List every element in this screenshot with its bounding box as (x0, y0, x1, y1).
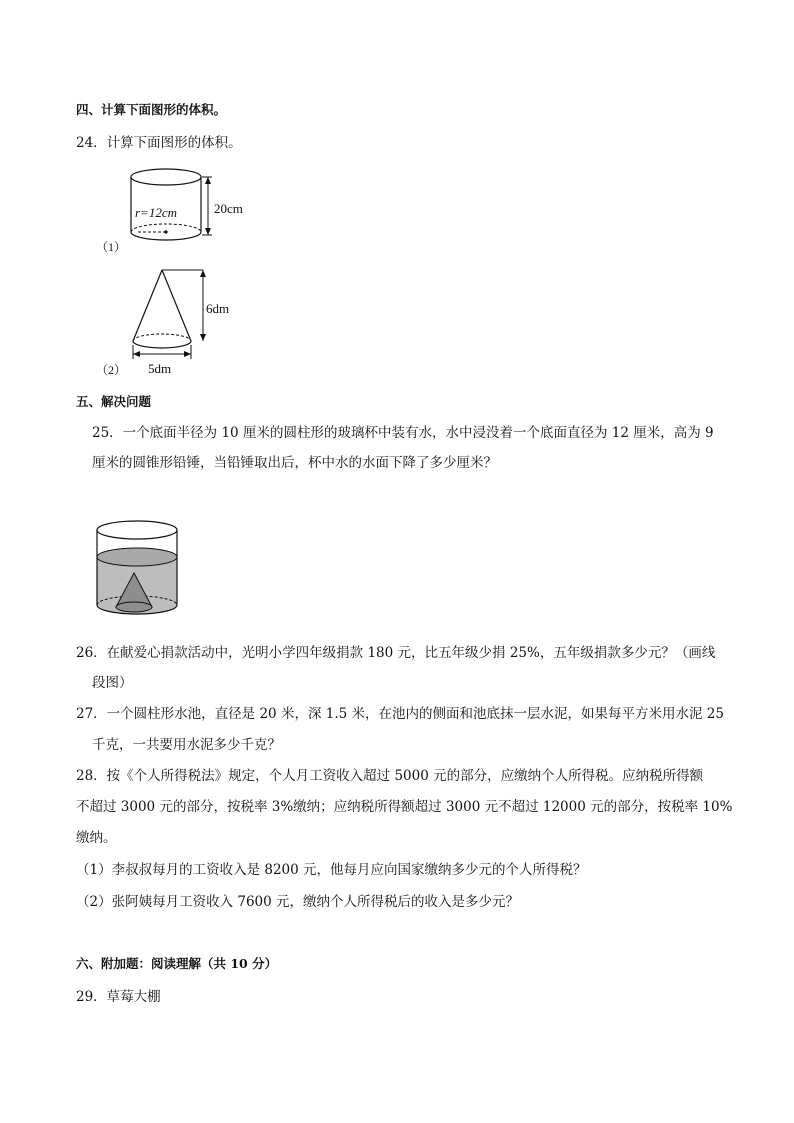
question-28-line-3: 缴纳。 (76, 830, 117, 846)
question-24-text: 24．计算下面图形的体积。 (76, 135, 242, 151)
radius-label: r=12cm (135, 205, 177, 220)
cone-diameter-label: 5dm (148, 361, 172, 376)
question-26-line-2: 段图） (92, 675, 133, 691)
figure-2-label: （2） (96, 363, 127, 377)
question-29-text: 29．草莓大棚 (76, 989, 161, 1005)
question-27-line-2: 千克，一共要用水泥多少千克？ (92, 737, 281, 753)
section-6-heading: 六、附加题：阅读理解（共 10 分） (76, 956, 278, 971)
question-25-line-1: 25．一个底面半径为 10 厘米的圆柱形的玻璃杯中装有水，水中浸没着一个底面直径为 12 厘米，高为 9 (92, 425, 714, 441)
section-4-heading: 四、计算下面图形的体积。 (76, 102, 227, 117)
question-25-line-2: 厘米的圆锥形铅锤，当铅锤取出后，杯中水的水面下降了多少厘米？ (92, 455, 497, 471)
question-28-sub-2: （2）张阿姨每月工资收入 7600 元，缴纳个人所得税后的收入是多少元？ (76, 894, 520, 910)
question-27-line-1: 27．一个圆柱形水池，直径是 20 米，深 1.5 米，在池内的侧面和池底抹一层水泥，如果每平方米用水泥 25 (76, 706, 724, 722)
glass-cone-figure (88, 513, 193, 623)
cone-figure (90, 262, 260, 382)
question-28-line-2: 不超过 3000 元的部分，按税率 3%缴纳；应纳税所得额超过 3000 元不超过 12000 元的部分，按税率 10% (76, 799, 733, 815)
question-28-sub-1: （1）李叔叔每月的工资收入是 8200 元，他每月应向国家缴纳多少元的个人所得税？ (76, 862, 587, 878)
cylinder-height-label: 20cm (214, 201, 243, 216)
section-5-heading: 五、解决问题 (76, 394, 152, 409)
question-28-line-1: 28．按《个人所得税法》规定，个人月工资收入超过 5000 元的部分，应缴纳个人所得税。应纳税所得额 (76, 768, 704, 784)
cone-height-label: 6dm (206, 301, 230, 316)
question-26-line-1: 26．在献爱心捐款活动中，光明小学四年级捐款 180 元，比五年级少捐 25%，五年级捐款多少元？（画线 (76, 645, 716, 661)
figure-1-label: （1） (96, 240, 127, 254)
cylinder-figure (90, 160, 260, 260)
